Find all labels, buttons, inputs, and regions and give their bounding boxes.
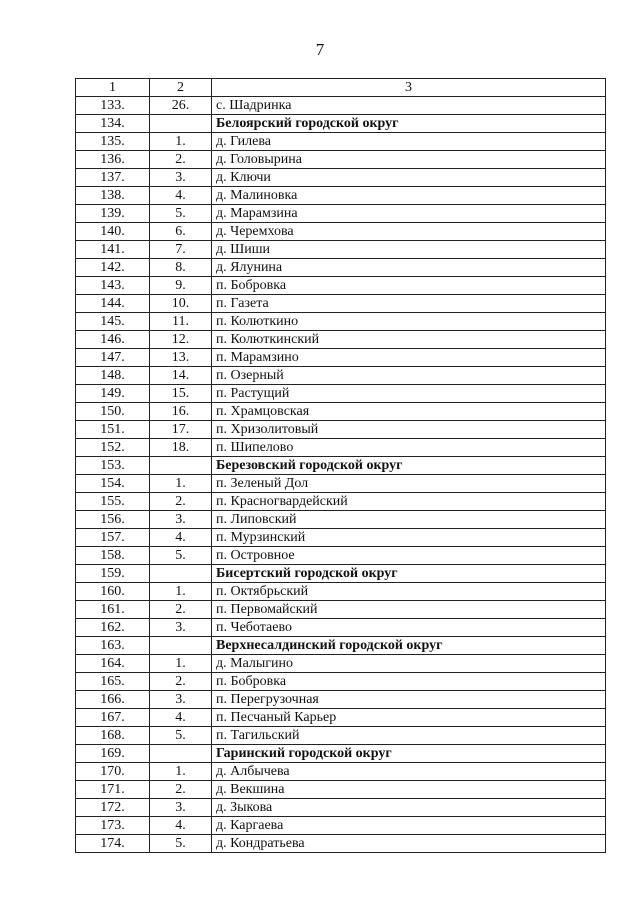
settlement-name-cell: п. Шипелово <box>212 439 606 457</box>
settlement-name-cell: д. Албычева <box>212 763 606 781</box>
row-subnumber-cell: 11. <box>150 313 212 331</box>
table-row <box>76 529 606 547</box>
row-number-cell: 142. <box>76 259 150 277</box>
row-subnumber-cell: 14. <box>150 367 212 385</box>
row-subnumber-cell: 3. <box>150 169 212 187</box>
settlement-name-cell: п. Бобровка <box>212 673 606 691</box>
row-number-cell: 152. <box>76 439 150 457</box>
table-row <box>76 835 606 853</box>
table-group-row <box>76 745 606 763</box>
row-number-cell: 139. <box>76 205 150 223</box>
district-name-cell: Верхнесалдинский городской округ <box>212 637 606 655</box>
row-number-cell: 171. <box>76 781 150 799</box>
row-subnumber-cell: 2. <box>150 781 212 799</box>
settlement-name-cell: д. Кондратьева <box>212 835 606 853</box>
row-number-cell: 144. <box>76 295 150 313</box>
table-row <box>76 403 606 421</box>
table-row <box>76 799 606 817</box>
row-subnumber-cell: 2. <box>150 151 212 169</box>
row-subnumber-cell: 6. <box>150 223 212 241</box>
table-row <box>76 313 606 331</box>
row-subnumber-cell: 4. <box>150 529 212 547</box>
settlement-name-cell: п. Первомайский <box>212 601 606 619</box>
row-subnumber-cell <box>150 637 212 655</box>
table-row <box>76 385 606 403</box>
row-subnumber-cell: 5. <box>150 205 212 223</box>
row-number-cell: 164. <box>76 655 150 673</box>
district-name-cell: Березовский городской округ <box>212 457 606 475</box>
row-number-cell: 165. <box>76 673 150 691</box>
table-row <box>76 709 606 727</box>
settlement-name-cell: п. Октябрьский <box>212 583 606 601</box>
settlement-name-cell: п. Растущий <box>212 385 606 403</box>
table-row <box>76 439 606 457</box>
row-subnumber-cell: 1. <box>150 583 212 601</box>
row-number-cell: 140. <box>76 223 150 241</box>
settlement-name-cell: п. Колюткинский <box>212 331 606 349</box>
row-subnumber-cell <box>150 115 212 133</box>
table-row <box>76 205 606 223</box>
row-number-cell: 145. <box>76 313 150 331</box>
row-number-cell: 147. <box>76 349 150 367</box>
row-subnumber-cell: 5. <box>150 727 212 745</box>
row-subnumber-cell: 4. <box>150 817 212 835</box>
row-number-cell: 136. <box>76 151 150 169</box>
row-subnumber-cell: 3. <box>150 691 212 709</box>
table-row <box>76 277 606 295</box>
page-number: 7 <box>315 40 325 59</box>
row-number-cell: 168. <box>76 727 150 745</box>
table-row <box>76 97 606 115</box>
row-number-cell: 134. <box>76 115 150 133</box>
table-row <box>76 817 606 835</box>
row-number-cell: 163. <box>76 637 150 655</box>
row-number-cell: 137. <box>76 169 150 187</box>
settlement-name-cell: д. Марамзина <box>212 205 606 223</box>
row-number-cell: 133. <box>76 97 150 115</box>
header-col-1: 1 <box>76 79 150 97</box>
table-row <box>76 151 606 169</box>
table-group-row <box>76 115 606 133</box>
settlement-name-cell: п. Озерный <box>212 367 606 385</box>
row-subnumber-cell: 7. <box>150 241 212 259</box>
row-subnumber-cell: 10. <box>150 295 212 313</box>
row-number-cell: 148. <box>76 367 150 385</box>
row-number-cell: 146. <box>76 331 150 349</box>
row-subnumber-cell: 4. <box>150 709 212 727</box>
table-row <box>76 691 606 709</box>
row-subnumber-cell: 17. <box>150 421 212 439</box>
table-row <box>76 169 606 187</box>
settlement-name-cell: д. Малыгино <box>212 655 606 673</box>
table-row <box>76 295 606 313</box>
row-subnumber-cell: 1. <box>150 475 212 493</box>
settlement-name-cell: д. Головырина <box>212 151 606 169</box>
row-subnumber-cell: 5. <box>150 835 212 853</box>
district-name-cell: Бисертский городской округ <box>212 565 606 583</box>
table-row <box>76 331 606 349</box>
table-row <box>76 583 606 601</box>
row-subnumber-cell: 12. <box>150 331 212 349</box>
row-number-cell: 150. <box>76 403 150 421</box>
row-subnumber-cell: 9. <box>150 277 212 295</box>
row-subnumber-cell: 1. <box>150 655 212 673</box>
settlement-name-cell: д. Гилева <box>212 133 606 151</box>
row-number-cell: 156. <box>76 511 150 529</box>
table-row <box>76 133 606 151</box>
table-row <box>76 493 606 511</box>
settlement-name-cell: п. Перегрузочная <box>212 691 606 709</box>
table-group-row <box>76 637 606 655</box>
table-row <box>76 349 606 367</box>
row-number-cell: 135. <box>76 133 150 151</box>
row-number-cell: 169. <box>76 745 150 763</box>
table-row <box>76 187 606 205</box>
table-row <box>76 421 606 439</box>
row-number-cell: 160. <box>76 583 150 601</box>
table-row <box>76 673 606 691</box>
table-row <box>76 367 606 385</box>
row-number-cell: 157. <box>76 529 150 547</box>
settlement-name-cell: п. Липовский <box>212 511 606 529</box>
table-row <box>76 475 606 493</box>
row-subnumber-cell <box>150 565 212 583</box>
row-number-cell: 143. <box>76 277 150 295</box>
row-subnumber-cell: 13. <box>150 349 212 367</box>
row-number-cell: 155. <box>76 493 150 511</box>
row-subnumber-cell: 8. <box>150 259 212 277</box>
settlement-name-cell: д. Ялунина <box>212 259 606 277</box>
settlement-name-cell: п. Колюткино <box>212 313 606 331</box>
settlement-name-cell: с. Шадринка <box>212 97 606 115</box>
row-number-cell: 159. <box>76 565 150 583</box>
district-name-cell: Гаринский городской округ <box>212 745 606 763</box>
settlement-name-cell: д. Векшина <box>212 781 606 799</box>
settlement-name-cell: п. Бобровка <box>212 277 606 295</box>
settlement-name-cell: п. Мурзинский <box>212 529 606 547</box>
table-row <box>76 511 606 529</box>
row-number-cell: 154. <box>76 475 150 493</box>
row-number-cell: 158. <box>76 547 150 565</box>
row-subnumber-cell: 1. <box>150 133 212 151</box>
settlement-name-cell: п. Островное <box>212 547 606 565</box>
header-col-2: 2 <box>150 79 212 97</box>
table-body <box>76 79 606 853</box>
table-row <box>76 781 606 799</box>
row-subnumber-cell: 5. <box>150 547 212 565</box>
table-row <box>76 223 606 241</box>
row-subnumber-cell: 4. <box>150 187 212 205</box>
row-subnumber-cell: 16. <box>150 403 212 421</box>
row-subnumber-cell: 2. <box>150 601 212 619</box>
table-header-row <box>76 79 606 97</box>
row-subnumber-cell <box>150 457 212 475</box>
settlement-name-cell: д. Шиши <box>212 241 606 259</box>
table-row <box>76 547 606 565</box>
settlement-name-cell: п. Тагильский <box>212 727 606 745</box>
settlement-name-cell: п. Хризолитовый <box>212 421 606 439</box>
row-number-cell: 170. <box>76 763 150 781</box>
settlement-name-cell: д. Зыкова <box>212 799 606 817</box>
table-row <box>76 727 606 745</box>
row-subnumber-cell <box>150 745 212 763</box>
settlement-name-cell: п. Чеботаево <box>212 619 606 637</box>
row-subnumber-cell: 1. <box>150 763 212 781</box>
table-row <box>76 259 606 277</box>
settlement-name-cell: п. Красногвардейский <box>212 493 606 511</box>
district-name-cell: Белоярский городской округ <box>212 115 606 133</box>
table-row <box>76 601 606 619</box>
row-number-cell: 161. <box>76 601 150 619</box>
row-subnumber-cell: 15. <box>150 385 212 403</box>
row-subnumber-cell: 3. <box>150 619 212 637</box>
table-group-row <box>76 457 606 475</box>
table-row <box>76 655 606 673</box>
header-col-3: 3 <box>212 79 606 97</box>
row-subnumber-cell: 3. <box>150 511 212 529</box>
settlement-name-cell: д. Каргаева <box>212 817 606 835</box>
row-subnumber-cell: 18. <box>150 439 212 457</box>
row-number-cell: 173. <box>76 817 150 835</box>
row-number-cell: 153. <box>76 457 150 475</box>
row-subnumber-cell: 3. <box>150 799 212 817</box>
row-number-cell: 151. <box>76 421 150 439</box>
settlement-name-cell: д. Ключи <box>212 169 606 187</box>
row-number-cell: 174. <box>76 835 150 853</box>
row-number-cell: 167. <box>76 709 150 727</box>
settlement-name-cell: п. Песчаный Карьер <box>212 709 606 727</box>
row-number-cell: 149. <box>76 385 150 403</box>
row-number-cell: 162. <box>76 619 150 637</box>
table-row <box>76 241 606 259</box>
settlement-name-cell: д. Малиновка <box>212 187 606 205</box>
settlement-name-cell: п. Храмцовская <box>212 403 606 421</box>
row-subnumber-cell: 2. <box>150 493 212 511</box>
row-number-cell: 166. <box>76 691 150 709</box>
row-subnumber-cell: 26. <box>150 97 212 115</box>
row-number-cell: 172. <box>76 799 150 817</box>
row-subnumber-cell: 2. <box>150 673 212 691</box>
settlement-name-cell: п. Зеленый Дол <box>212 475 606 493</box>
table-group-row <box>76 565 606 583</box>
row-number-cell: 141. <box>76 241 150 259</box>
settlements-table <box>75 78 606 853</box>
settlement-name-cell: д. Черемхова <box>212 223 606 241</box>
settlement-name-cell: п. Марамзино <box>212 349 606 367</box>
table-row <box>76 763 606 781</box>
row-number-cell: 138. <box>76 187 150 205</box>
settlement-name-cell: п. Газета <box>212 295 606 313</box>
table-row <box>76 619 606 637</box>
